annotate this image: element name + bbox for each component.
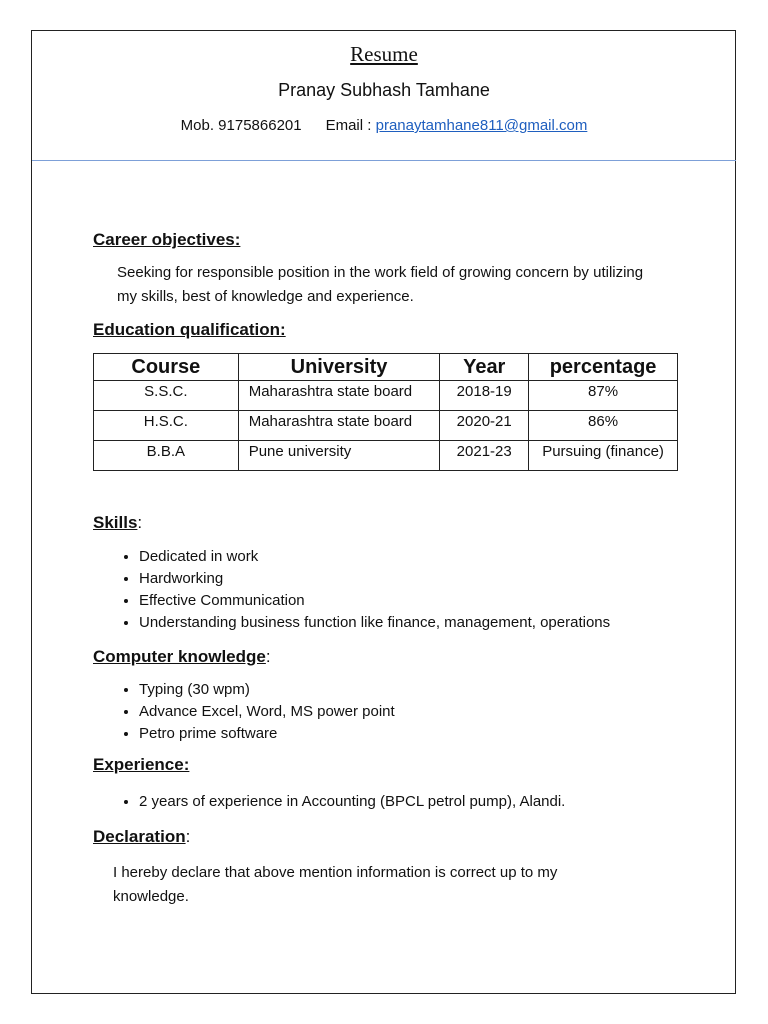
education-heading-text: Education qualification: bbox=[93, 320, 286, 339]
column-header: University bbox=[238, 354, 440, 381]
table-cell: Pune university bbox=[238, 441, 440, 471]
computer-list bbox=[93, 679, 395, 745]
contact-line bbox=[0, 117, 768, 134]
table-cell: 2020-21 bbox=[440, 411, 529, 441]
computer-heading-text: Computer knowledge bbox=[93, 647, 266, 666]
table-cell: H.S.C. bbox=[94, 411, 239, 441]
table-cell: 86% bbox=[529, 411, 678, 441]
list-item: • Effective Communication bbox=[139, 590, 610, 612]
experience-heading-text: Experience: bbox=[93, 755, 190, 774]
computer-heading bbox=[93, 647, 271, 667]
table-cell: 2018-19 bbox=[440, 381, 529, 411]
declaration-text: I hereby declare that above mention information is correct up to my knowledge. bbox=[113, 864, 558, 905]
header-divider bbox=[32, 160, 736, 161]
column-header: Course bbox=[94, 354, 239, 381]
experience-list bbox=[93, 791, 565, 813]
list-item: • 2 years of experience in Accounting (BPCL petrol pump), Alandi. bbox=[139, 791, 565, 813]
skills-heading-suffix: : bbox=[137, 513, 143, 532]
table-row bbox=[94, 441, 678, 471]
mobile-number: Mob. 9175866201 bbox=[180, 117, 302, 134]
table-cell: 2021-23 bbox=[440, 441, 529, 471]
list-item: • Hardworking bbox=[139, 568, 610, 590]
list-item: • Typing (30 wpm) bbox=[139, 679, 395, 701]
table-cell: 87% bbox=[529, 381, 678, 411]
experience-heading bbox=[93, 755, 189, 775]
column-header: percentage bbox=[529, 354, 678, 381]
page-border bbox=[31, 30, 736, 994]
computer-heading-suffix: : bbox=[265, 647, 271, 666]
table-row bbox=[94, 411, 678, 441]
candidate-name: Pranay Subhash Tamhane bbox=[278, 80, 490, 100]
list-item: • Understanding business function like finance, management, operations bbox=[139, 612, 610, 634]
career-heading-text: Career objectives: bbox=[93, 230, 241, 249]
email-label: Email : bbox=[325, 117, 372, 134]
column-header: Year bbox=[440, 354, 529, 381]
list-item: • Petro prime software bbox=[139, 723, 395, 745]
skills-list bbox=[93, 546, 610, 634]
email-link[interactable]: pranaytamhane811@gmail.com bbox=[375, 117, 588, 134]
career-text: Seeking for responsible position in the work field of growing concern by utilizing my skills, best of knowledge and experience. bbox=[117, 264, 644, 305]
table-cell: Maharashtra state board bbox=[238, 381, 440, 411]
table-header-row bbox=[94, 354, 678, 381]
table-cell: Pursuing (finance) bbox=[529, 441, 678, 471]
skills-heading bbox=[93, 513, 142, 533]
table-cell: B.B.A bbox=[94, 441, 239, 471]
resume-title: Resume bbox=[350, 42, 418, 66]
list-item: • Dedicated in work bbox=[139, 546, 610, 568]
career-heading bbox=[93, 230, 240, 250]
declaration-heading bbox=[93, 827, 190, 847]
table-cell: Maharashtra state board bbox=[238, 411, 440, 441]
table-cell: S.S.C. bbox=[94, 381, 239, 411]
skills-heading-text: Skills bbox=[93, 513, 138, 532]
education-table bbox=[93, 353, 678, 471]
declaration-heading-text: Declaration bbox=[93, 827, 186, 846]
list-item: • Advance Excel, Word, MS power point bbox=[139, 701, 395, 723]
declaration-heading-suffix: : bbox=[185, 827, 191, 846]
table-row bbox=[94, 381, 678, 411]
education-heading bbox=[93, 320, 286, 340]
